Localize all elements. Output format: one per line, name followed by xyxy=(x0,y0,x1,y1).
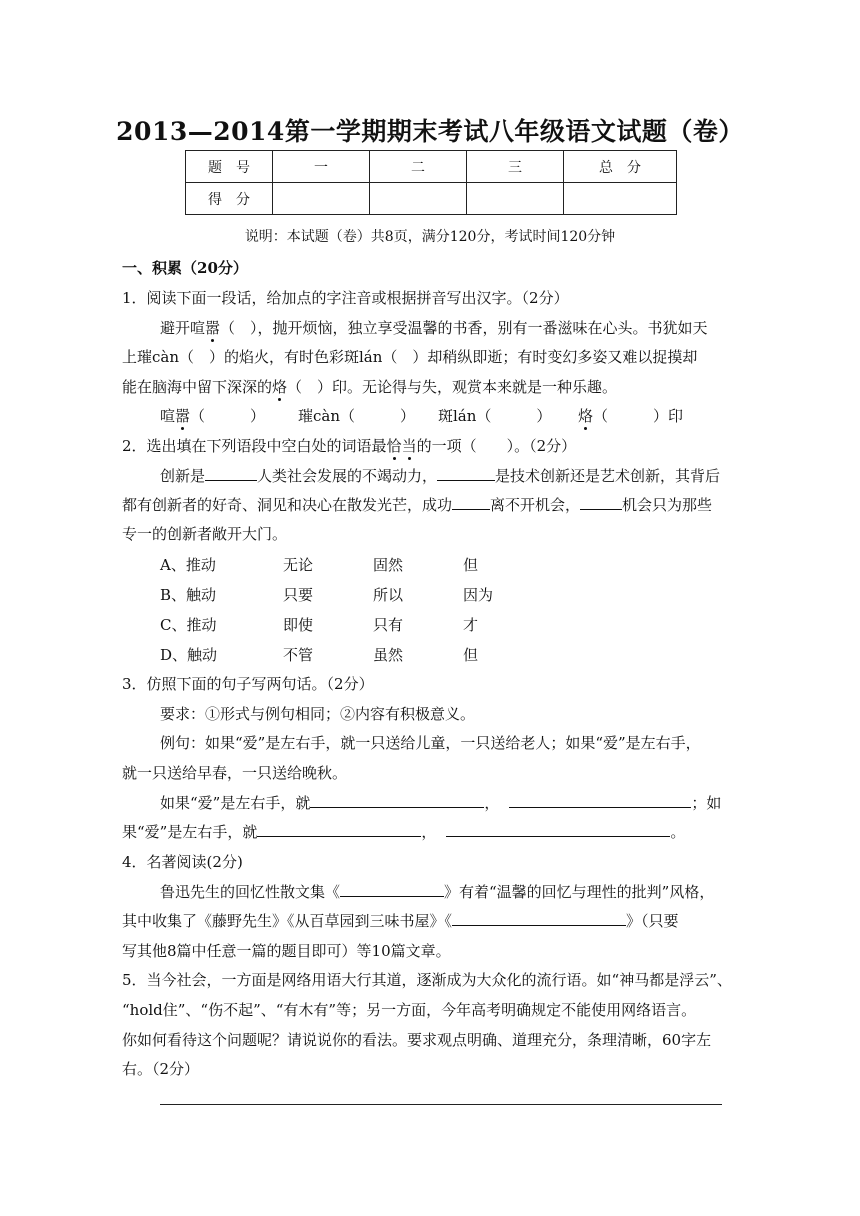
option-word: 不管 xyxy=(283,646,314,664)
text-run: （ ），抛开烦恼，独立享受温馨的书香，别有一番滋味在心头。书犹如天 xyxy=(220,319,708,337)
answer-slot: 璀càn（ ） xyxy=(298,407,416,425)
score-table xyxy=(185,150,677,215)
option-word: 但 xyxy=(463,646,479,664)
text-run: 是技术创新还是艺术创新，其背后 xyxy=(495,467,721,485)
text-run: （ ）印 xyxy=(593,407,684,425)
text-run: 的一项（ ）。（2分） xyxy=(416,437,577,455)
text-run: 2．选出填在下列语段中空白处的词语最 xyxy=(122,437,387,455)
text-run: 》有着“温馨的回忆与理性的批判”风格， xyxy=(444,883,715,901)
option-label: D、触动 xyxy=(160,646,218,664)
text-run: 》（只要 xyxy=(626,912,679,930)
question-1-passage-line xyxy=(160,318,708,338)
text-run: 创新是 xyxy=(160,467,206,485)
option-word: 才 xyxy=(463,616,479,634)
question-1-stem: 1．阅读下面一段话，给加点的字注音或根据拼音写出汉字。（2分） xyxy=(122,289,569,307)
score-cell-empty xyxy=(370,183,467,215)
text-run: 鲁迅先生的回忆性散文集《 xyxy=(160,883,341,901)
question-3-example: 就一只送给早春，一只送给晚秋。 xyxy=(122,764,348,782)
option-word: 只有 xyxy=(373,616,404,634)
score-header-cell: 总 分 xyxy=(564,151,677,183)
question-2-passage-line xyxy=(122,495,712,515)
fill-blank[interactable] xyxy=(340,882,444,897)
option-word: 因为 xyxy=(463,586,494,604)
text-run: 其中收集了《藤野先生》《从百草园到三味书屋》《 xyxy=(122,912,453,930)
fill-blank[interactable] xyxy=(446,822,670,837)
question-3-fill-line xyxy=(122,822,685,842)
fill-blank[interactable] xyxy=(509,793,691,808)
question-2-passage-line: 专一的创新者敞开大门。 xyxy=(122,525,288,543)
option-word: 固然 xyxy=(373,556,404,574)
question-5-line: “hold住”、“伤不起”、“有木有”等；另一方面，今年高考明确规定不能使用网络语言。 xyxy=(122,1001,697,1019)
question-5-line: 右。（2分） xyxy=(122,1060,200,1078)
fill-blank[interactable] xyxy=(580,495,622,510)
option-label: A、推动 xyxy=(160,556,216,574)
option-word: 即使 xyxy=(283,616,314,634)
question-3-requirement: 要求：①形式与例句相同；②内容有积极意义。 xyxy=(160,705,476,723)
text-run: 避开喧 xyxy=(160,319,206,337)
text-run: ， xyxy=(421,823,437,841)
question-4-line xyxy=(160,882,714,902)
question-3-stem: 3．仿照下面的句子写两句话。（2分） xyxy=(122,675,374,693)
score-header-cell: 三 xyxy=(467,151,564,183)
option-word: 虽然 xyxy=(373,646,404,664)
question-3-fill-line xyxy=(160,793,721,813)
answer-slot xyxy=(160,406,265,426)
question-1-passage-line: 上璀càn（ ）的焰火，有时色彩斑lán（ ）却稍纵即逝；有时变幻多姿又难以捉摸却 xyxy=(122,348,698,366)
dotted-char: 嚣 xyxy=(175,407,191,425)
fill-blank[interactable] xyxy=(257,822,421,837)
fill-blank[interactable] xyxy=(437,466,495,481)
dotted-char: 烙 xyxy=(578,407,594,425)
score-table-header-row xyxy=(186,151,677,183)
answer-line[interactable] xyxy=(160,1104,722,1105)
section-heading: 一、积累（20分） xyxy=(122,259,248,277)
text-run: ， xyxy=(484,794,500,812)
text-run: 能在脑海中留下深深的 xyxy=(122,378,273,396)
text-run: 离不开机会， xyxy=(490,496,581,514)
text-run: 机会只为那些 xyxy=(622,496,713,514)
question-1-passage-line xyxy=(122,377,617,397)
option-word: 但 xyxy=(463,556,479,574)
text-run: 人类社会发展的不竭动力， xyxy=(257,467,438,485)
option-label: B、触动 xyxy=(160,586,217,604)
score-cell-empty xyxy=(467,183,564,215)
answer-slot: 斑lán（ ） xyxy=(438,407,552,425)
text-run: 喧 xyxy=(160,407,176,425)
question-5-line: 5．当今社会，一方面是网络用语大行其道，逐渐成为大众化的流行语。如“神马都是浮云”、 xyxy=(122,971,732,989)
text-run: 如果“爱”是左右手，就 xyxy=(160,794,311,812)
question-4-line: 写其他8篇中任意一篇的题目即可）等10篇文章。 xyxy=(122,942,451,960)
text-run: 都有创新者的好奇、洞见和决心在散发光芒，成功 xyxy=(122,496,453,514)
option-label: C、推动 xyxy=(160,616,217,634)
score-header-cell: 题 号 xyxy=(186,151,273,183)
exam-title: 2013—2014第一学期期末考试八年级语文试题（卷） xyxy=(116,117,744,146)
dotted-char: 恰 xyxy=(386,437,402,455)
score-row-label: 得 分 xyxy=(186,183,273,215)
dotted-char: 当 xyxy=(401,437,417,455)
fill-blank[interactable] xyxy=(205,466,257,481)
score-cell-empty xyxy=(273,183,370,215)
option-word: 只要 xyxy=(283,586,314,604)
score-cell-empty xyxy=(564,183,677,215)
question-4-line xyxy=(122,911,679,931)
dotted-char: 嚣 xyxy=(205,319,221,337)
exam-note: 说明：本试题（卷）共8页，满分120分，考试时间120分钟 xyxy=(244,229,616,245)
question-5-line: 你如何看待这个问题呢？请说说你的看法。要求观点明确、道理充分，条理清晰，60字左 xyxy=(122,1031,712,1049)
text-run: （ ）印。无论得与失，观赏本来就是一种乐趣。 xyxy=(287,378,618,396)
option-word: 所以 xyxy=(373,586,404,604)
text-run: 。 xyxy=(670,823,686,841)
answer-slot xyxy=(578,406,683,426)
text-run: （ ） xyxy=(190,407,266,425)
score-table-score-row xyxy=(186,183,677,215)
question-2-stem xyxy=(122,436,576,456)
question-4-stem: 4．名著阅读(2分) xyxy=(122,853,243,871)
score-header-cell: 二 xyxy=(370,151,467,183)
fill-blank[interactable] xyxy=(310,793,484,808)
dotted-char: 烙 xyxy=(272,378,288,396)
score-header-cell: 一 xyxy=(273,151,370,183)
fill-blank[interactable] xyxy=(452,495,490,510)
question-2-passage-line xyxy=(160,466,720,486)
question-3-example: 例句：如果“爱”是左右手，就一只送给儿童，一只送给老人；如果“爱”是左右手， xyxy=(160,734,701,752)
text-run: 果“爱”是左右手，就 xyxy=(122,823,258,841)
fill-blank[interactable] xyxy=(452,911,626,926)
text-run: ；如 xyxy=(691,794,722,812)
option-word: 无论 xyxy=(283,556,314,574)
